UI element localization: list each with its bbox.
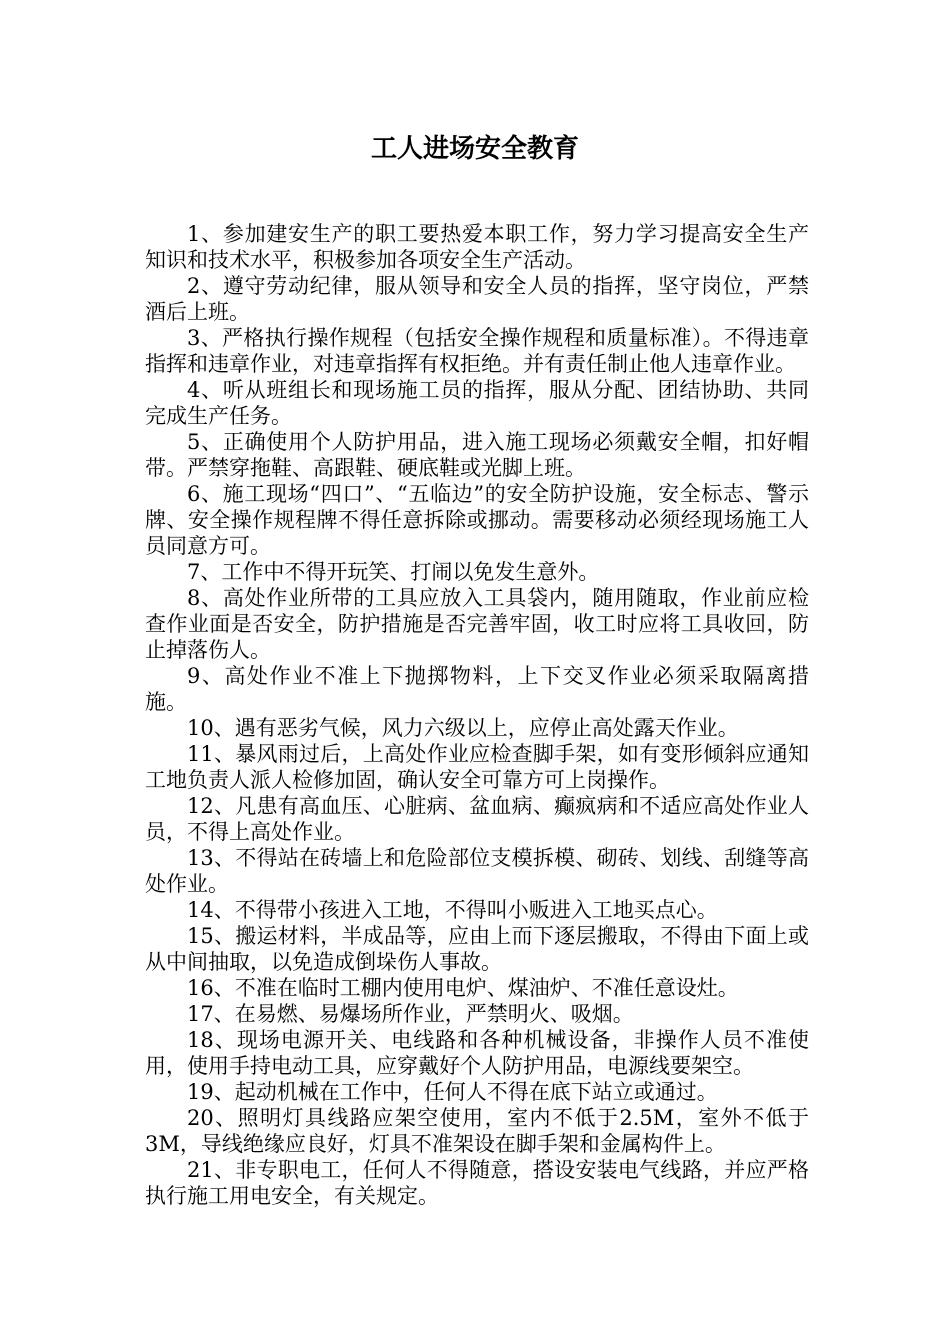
rule-item-8: 8、高处作业所带的工具应放入工具袋内，随用随取，作业前应检查作业面是否安全，防护措施是否完善牢固，收工时应将工具收回，防止掉落伤人。 bbox=[145, 586, 809, 662]
rule-item-17: 17、在易燃、易爆场所作业，严禁明火、吸烟。 bbox=[187, 1002, 634, 1026]
document-body bbox=[145, 221, 809, 1209]
rule-item-12: 12、凡患有高血压、心脏病、盆血病、癫疯病和不适应高处作业人员，不得上高处作业。 bbox=[145, 794, 809, 844]
document-title: 工人进场安全教育 bbox=[370, 134, 579, 164]
rule-item-11: 11、暴风雨过后，上高处作业应检查脚手架，如有变形倾斜应通知工地负责人派人检修加固，确认安全可靠方可上岗操作。 bbox=[145, 742, 809, 792]
rule-item-7: 7、工作中不得开玩笑、打闹以免发生意外。 bbox=[187, 560, 600, 584]
rule-item-21: 21、非专职电工，任何人不得随意，搭设安装电气线路，并应严格执行施工用电安全，有关规定。 bbox=[145, 1158, 809, 1208]
rule-item-3: 3、严格执行操作规程（包括安全操作规程和质量标准）。不得违章指挥和违章作业，对违章指挥有权拒绝。并有责任制止他人违章作业。 bbox=[145, 326, 809, 376]
rule-item-1: 1、参加建安生产的职工要热爱本职工作，努力学习提高安全生产知识和技术水平，积极参加各项安全生产活动。 bbox=[145, 222, 809, 272]
rule-item-9: 9、高处作业不准上下抛掷物料，上下交叉作业必须采取隔离措施。 bbox=[145, 664, 809, 714]
rule-item-20: 20、照明灯具线路应架空使用，室内不低于2.5M，室外不低于3M，导线绝缘应良好，灯具不准架设在脚手架和金属构件上。 bbox=[145, 1106, 809, 1156]
rule-item-4: 4、听从班组长和现场施工员的指挥，服从分配、团结协助、共同完成生产任务。 bbox=[145, 378, 809, 428]
rule-item-10: 10、遇有恶劣气候，风力六级以上，应停止高处露天作业。 bbox=[187, 716, 739, 740]
rule-item-2: 2、遵守劳动纪律，服从领导和安全人员的指挥，坚守岗位，严禁酒后上班。 bbox=[145, 274, 809, 324]
rule-item-6: 6、施工现场“四口”、“五临边”的安全防护设施，安全标志、警示牌、安全操作规程牌不得任意拆除或挪动。需要移动必须经现场施工人员同意方可。 bbox=[145, 482, 809, 558]
rule-item-14: 14、不得带小孩进入工地，不得叫小贩进入工地买点心。 bbox=[187, 898, 718, 922]
rule-item-15: 15、搬运材料，半成品等，应由上而下逐层搬取，不得由下面上或从中间抽取，以免造成倒垛伤人事故。 bbox=[145, 924, 809, 974]
rule-item-5: 5、正确使用个人防护用品，进入施工现场必须戴安全帽，扣好帽带。严禁穿拖鞋、高跟鞋、硬底鞋或光脚上班。 bbox=[145, 430, 809, 480]
rule-item-13: 13、不得站在砖墙上和危险部位支模拆模、砌砖、划线、刮缝等高处作业。 bbox=[145, 846, 809, 896]
rule-item-18: 18、现场电源开关、电线路和各种机械设备，非操作人员不准使用，使用手持电动工具，应穿戴好个人防护用品，电源线要架空。 bbox=[145, 1028, 809, 1078]
rule-item-19: 19、起动机械在工作中，任何人不得在底下站立或通过。 bbox=[187, 1080, 718, 1104]
rule-item-16: 16、不准在临时工棚内使用电炉、煤油炉、不准任意设灶。 bbox=[187, 976, 739, 1000]
